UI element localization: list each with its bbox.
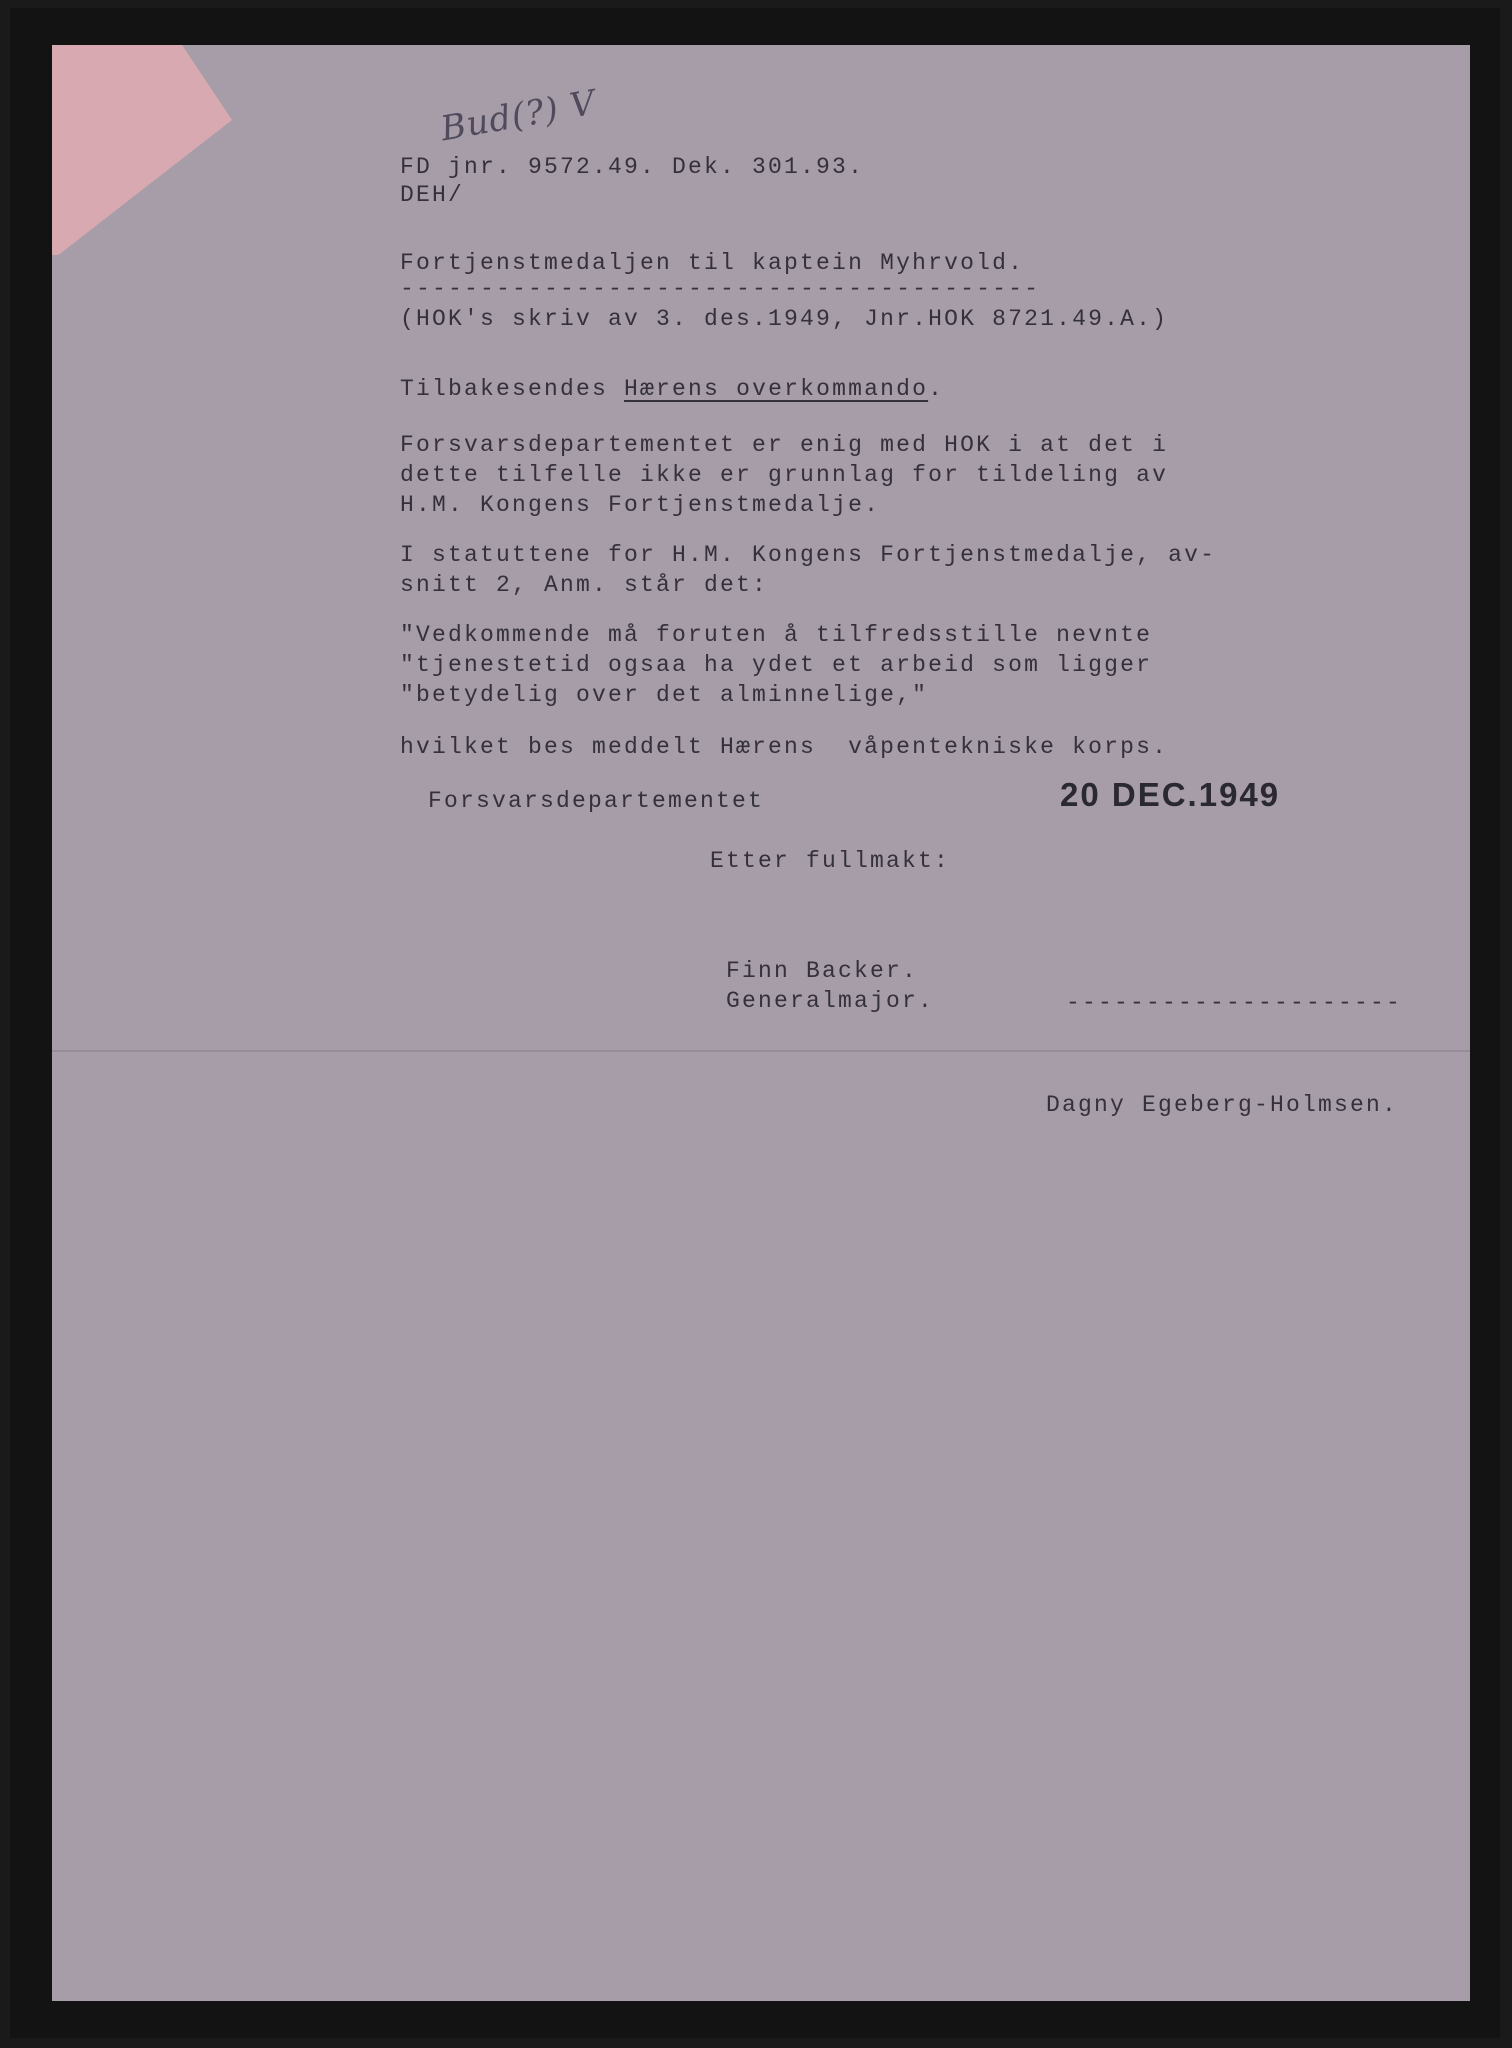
quote-line: "tjenestetid ogsaa ha ydet et arbeid som ligger bbox=[400, 652, 1153, 678]
signatory-title: Generalmajor. bbox=[726, 988, 935, 1014]
signature-line: --------------------- bbox=[1066, 990, 1403, 1016]
closing-line: hvilket bes meddelt Hærens våpentekniske korps. bbox=[400, 734, 1169, 760]
paragraph1-line: H.M. Kongens Fortjenstmedalje. bbox=[400, 492, 881, 518]
paragraph1-line: dette tilfelle ikke er grunnlag for tildeling av bbox=[400, 462, 1169, 488]
authority-line: Etter fullmakt: bbox=[710, 848, 951, 874]
return-prefix: Tilbakesendes bbox=[400, 376, 625, 402]
handwritten-note: Bud(?) V bbox=[437, 82, 600, 150]
quote-line: "betydelig over det alminnelige," bbox=[400, 682, 929, 708]
department-name: Forsvarsdepartementet bbox=[428, 788, 765, 814]
reference-note: (HOK's skriv av 3. des.1949, Jnr.HOK 8721.49.A.) bbox=[400, 306, 1169, 332]
reference-line: FD jnr. 9572.49. Dek. 301.93. bbox=[400, 154, 865, 180]
paragraph2-line: snitt 2, Anm. står det: bbox=[400, 572, 769, 598]
signatory-name: Finn Backer. bbox=[726, 958, 919, 984]
subject-rule: ---------------------------------------- bbox=[400, 276, 1041, 302]
return-recipient: Hærens overkommando bbox=[624, 376, 929, 402]
paragraph2-line: I statuttene for H.M. Kongens Fortjenstmedalje, av- bbox=[400, 542, 1217, 568]
quote-line: "Vedkommende må foruten å tilfredsstille nevnte bbox=[400, 622, 1153, 648]
return-suffix: . bbox=[928, 376, 945, 402]
paragraph1-line: Forsvarsdepartementet er enig med HOK i at det i bbox=[400, 432, 1169, 458]
letter-page bbox=[52, 45, 1470, 2001]
return-line bbox=[400, 374, 944, 405]
secretary-name: Dagny Egeberg-Holmsen. bbox=[1046, 1092, 1399, 1118]
subject-line: Fortjenstmedaljen til kaptein Myhrvold. bbox=[400, 250, 1025, 276]
initials: DEH/ bbox=[400, 182, 465, 208]
date-stamp: 20 DEC.1949 bbox=[1060, 776, 1281, 813]
